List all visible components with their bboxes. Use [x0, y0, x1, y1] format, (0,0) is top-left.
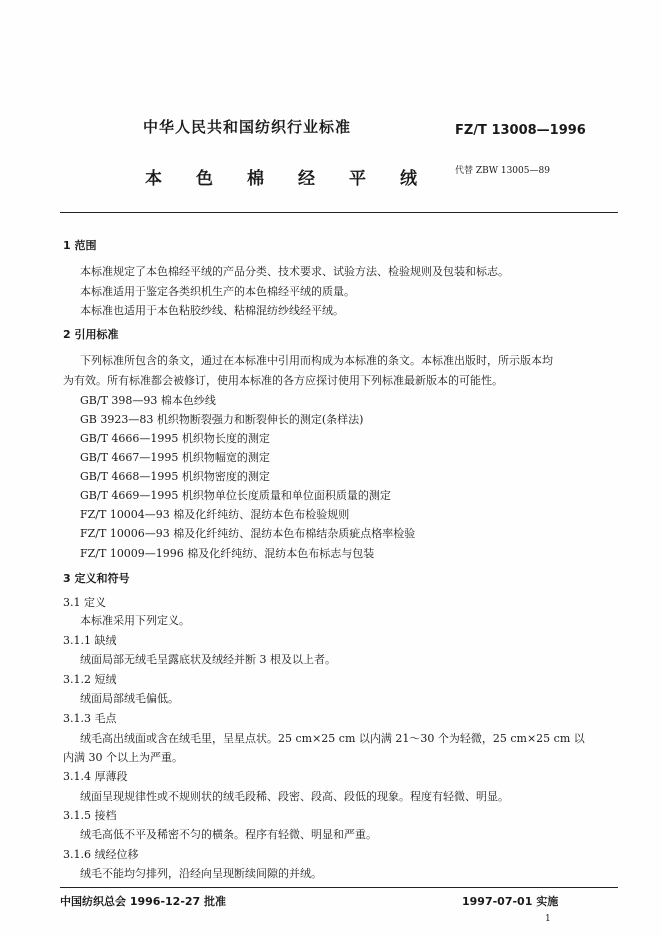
clause-heading: 3.1.1 缺绒 — [63, 634, 117, 647]
section-heading: 2 引用标准 — [63, 328, 119, 341]
paragraph: 绒面呈现规律性或不规则状的绒毛段稀、段密、段高、段低的现象。程度有轻微、明显。 — [80, 790, 509, 803]
reference-item: GB/T 4668—1995 机织物密度的测定 — [80, 470, 270, 483]
clause-heading: 3.1.3 毛点 — [63, 712, 117, 725]
approval-date: 中国纺织总会 1996-12-27 批准 — [60, 895, 227, 908]
reference-item: FZ/T 10009—1996 棉及化纤纯纺、混纺本色布标志与包装 — [80, 547, 375, 560]
issuing-body: 中华人民共和国纺织行业标准 — [143, 118, 352, 136]
standard-code: FZ/T 13008—1996 — [455, 123, 586, 138]
footer-divider — [60, 887, 618, 888]
paragraph: 本标准规定了本色棉经平绒的产品分类、技术要求、试验方法、检验规则及包装和标志。 — [80, 265, 509, 278]
page-number: 1 — [545, 914, 551, 924]
effective-date: 1997-07-01 实施 — [462, 895, 559, 908]
section-heading: 3 定义和符号 — [63, 572, 130, 585]
clause-heading: 3.1.5 接档 — [63, 809, 117, 822]
paragraph: 本标准适用于鉴定各类织机生产的本色棉经平绒的质量。 — [80, 285, 355, 298]
paragraph: 本标准也适用于本色粘胶纱线、粘棉混纺纱线经平绒。 — [80, 304, 344, 317]
header-divider — [60, 212, 618, 213]
paragraph: 绒毛高出绒面或含在绒毛里，呈星点状。25 cm×25 cm 以内满 21～30 个为轻微，25 cm×25 cm 以 — [80, 732, 585, 745]
page-title: 本色棉经平绒 — [145, 169, 451, 189]
paragraph: 本标准采用下列定义。 — [80, 614, 190, 627]
reference-item: FZ/T 10004—93 棉及化纤纯纺、混纺本色布检验规则 — [80, 508, 350, 521]
clause-heading: 3.1.6 绒经位移 — [63, 848, 139, 861]
reference-item: FZ/T 10006—93 棉及化纤纯纺、混纺本色布棉结杂质疵点格率检验 — [80, 527, 416, 540]
clause-heading: 3.1.2 短绒 — [63, 673, 117, 686]
clause-heading: 3.1.4 厚薄段 — [63, 770, 128, 783]
paragraph: 内满 30 个以上为严重。 — [63, 751, 183, 764]
paragraph: 为有效。所有标准都会被修订，使用本标准的各方应探讨使用下列标准最新版本的可能性。 — [63, 374, 503, 387]
paragraph: 绒面局部无绒毛呈露底状及绒经并断 3 根及以上者。 — [80, 653, 336, 666]
paragraph: 绒面局部绒毛偏低。 — [80, 692, 179, 705]
paragraph: 下列标准所包含的条文，通过在本标准中引用而构成为本标准的条文。本标准出版时，所示版本均 — [80, 354, 553, 367]
reference-item: GB/T 4667—1995 机织物幅宽的测定 — [80, 451, 270, 464]
reference-item: GB 3923—83 机织物断裂强力和断裂伸长的测定(条样法) — [80, 413, 364, 426]
section-heading: 1 范围 — [63, 239, 97, 252]
reference-item: GB/T 398—93 棉本色纱线 — [80, 394, 216, 407]
clause-heading: 3.1 定义 — [63, 596, 106, 609]
reference-item: GB/T 4669—1995 机织物单位长度质量和单位面积质量的测定 — [80, 489, 391, 502]
replaces-note: 代替 ZBW 13005—89 — [455, 166, 550, 176]
reference-item: GB/T 4666—1995 机织物长度的测定 — [80, 432, 270, 445]
paragraph: 绒毛高低不平及稀密不匀的横条。程序有轻微、明显和严重。 — [80, 828, 377, 841]
paragraph: 绒毛不能均匀排列，沿经向呈现断续间隙的并绒。 — [80, 867, 322, 880]
